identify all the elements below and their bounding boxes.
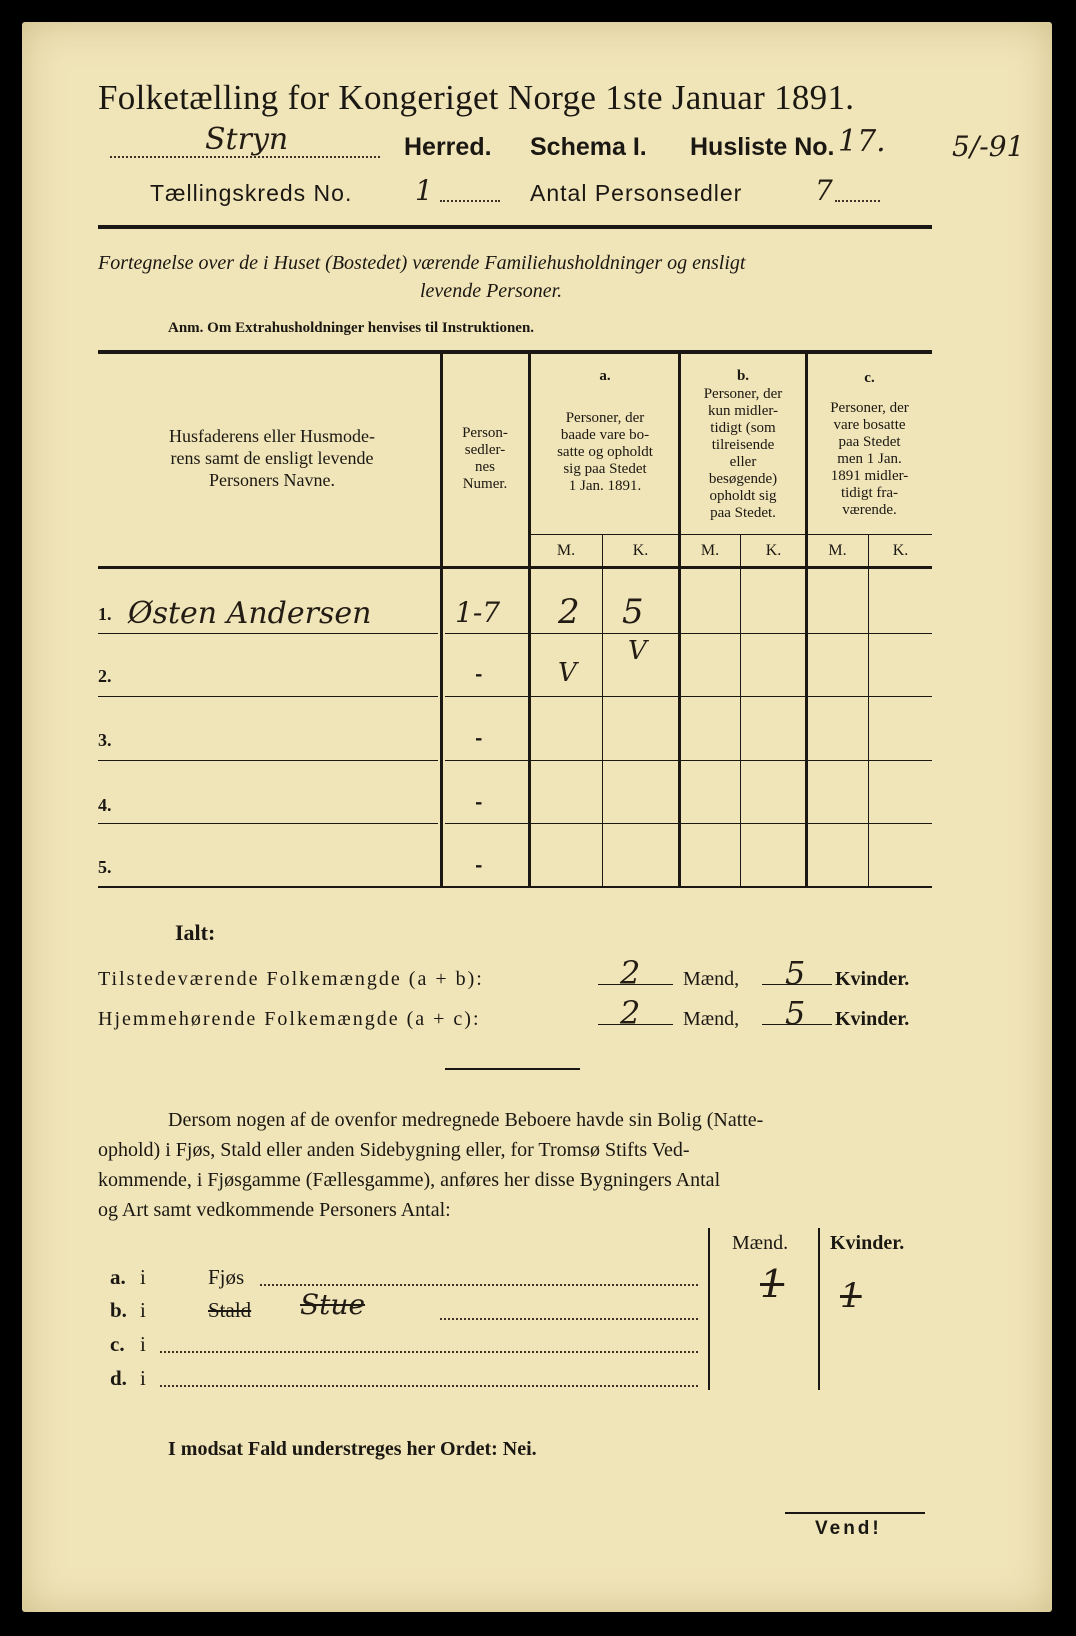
col-c-k: K. xyxy=(892,542,909,559)
buildings-divider-2 xyxy=(818,1228,820,1390)
husliste-value: 17. xyxy=(838,124,886,159)
section-divider xyxy=(445,1068,580,1070)
herred-label: Herred. xyxy=(404,133,492,161)
row-2-a-m: V xyxy=(558,658,577,688)
col-divider-b-mk xyxy=(740,534,741,886)
bldg-a-i: i xyxy=(140,1265,146,1289)
hjemme-kvinder-value: 5 xyxy=(785,994,806,1032)
hjemme-maend-label: Mænd, xyxy=(683,1008,740,1030)
hjemme-kvinder-line xyxy=(762,1024,832,1025)
row-3-persnr: - xyxy=(475,728,483,749)
ialt-label: Ialt: xyxy=(175,920,216,945)
bldg-a-dots xyxy=(260,1284,698,1286)
hjemme-kvinder-label: Kvinder. xyxy=(835,1008,910,1030)
husliste-label: Husliste No. xyxy=(690,133,835,161)
kreds-dots xyxy=(440,200,500,202)
row-2-num: 2. xyxy=(98,666,112,686)
row-line-1 xyxy=(98,633,438,634)
bldg-d-letter: d. xyxy=(110,1366,127,1390)
col-header-name: Husfaderens eller Husmode- rens samt de ensligt levende Personers Navne. xyxy=(169,426,375,490)
bldg-hw-maend: 1 xyxy=(760,1262,785,1306)
col-b-m: M. xyxy=(700,542,720,559)
tilstede-kvinder-line xyxy=(762,984,832,985)
bldg-d-dots xyxy=(160,1385,698,1387)
antal-label: Antal Personsedler xyxy=(530,180,743,206)
bldg-b-handwritten: Stue xyxy=(300,1288,366,1321)
nei-note: I modsat Fald understreges her Ordet: Nei. xyxy=(168,1438,537,1460)
header-rule xyxy=(98,225,932,229)
mk-rule xyxy=(530,534,932,535)
row-2-a-k: V xyxy=(628,636,647,666)
row-1-a-m: 2 xyxy=(558,592,580,632)
anm-note: Anm. Om Extrahusholdninger henvises til Instruktionen. xyxy=(168,320,535,336)
schema-label: Schema I. xyxy=(530,133,647,161)
col-header-c: Personer, der vare bosatte paa Stedet men 1 Jan. 1891 midler- tidigt fra- værende. xyxy=(830,400,909,518)
col-a-k: K. xyxy=(632,542,649,559)
col-c-m: M. xyxy=(828,542,847,559)
bldg-b-dots xyxy=(440,1318,698,1320)
row-line-2b xyxy=(445,696,932,697)
row-4-num: 4. xyxy=(98,795,112,815)
herred-value: Stryn xyxy=(205,122,289,157)
row-3-num: 3. xyxy=(98,730,112,750)
col-divider-a-mk xyxy=(602,534,603,886)
bldg-c-dots xyxy=(160,1351,698,1353)
row-line-3b xyxy=(445,760,932,761)
margin-note: 5/-91 xyxy=(952,130,1025,163)
col-header-a: Personer, der baade vare bo- satte og opholdt sig paa Stedet 1 Jan. 1891. xyxy=(557,410,653,494)
col-header-persnr: Person- sedler- nes Numer. xyxy=(462,425,508,492)
bldg-b-i: i xyxy=(140,1298,146,1322)
hjemme-maend-line xyxy=(598,1024,673,1025)
vend-rule xyxy=(785,1512,925,1514)
antal-value: 7 xyxy=(815,174,833,207)
herred-field xyxy=(110,122,380,158)
intro-line-1: Fortegnelse over de i Huset (Bostedet) værende Familiehusholdninger og ensligt xyxy=(98,252,746,274)
row-5-persnr: - xyxy=(475,855,483,876)
col-header-b-letter: b. xyxy=(736,368,750,384)
row-2-persnr: - xyxy=(475,664,483,685)
tilstede-kvinder-label: Kvinder. xyxy=(835,968,910,990)
row-1-persnr: 1-7 xyxy=(455,596,501,629)
col-header-a-letter: a. xyxy=(599,368,611,384)
row-line-4b xyxy=(445,823,932,824)
bldg-d-i: i xyxy=(140,1366,146,1390)
tilstede-label: Tilstedeværende Folkemængde (a + b): xyxy=(98,968,484,990)
buildings-divider-1 xyxy=(708,1228,710,1390)
buildings-paragraph: Dersom nogen af de ovenfor medregnede Beboere havde sin Bolig (Natte- ophold) i Fjøs, Stald eller anden Sidebygning eller, for Tromsø Stifts Ved- kommende, i Fjøsgamme (Fællesgamme), anføres her disse Bygningers Antal og Art samt vedkommende Personers Antal: xyxy=(98,1109,764,1221)
row-1-name: Østen Andersen xyxy=(128,596,372,631)
row-line-4 xyxy=(98,823,438,824)
col-b-k: K. xyxy=(765,542,782,559)
row-line-3 xyxy=(98,760,438,761)
row-1-a-k: 5 xyxy=(622,592,644,632)
row-5-num: 5. xyxy=(98,857,112,877)
antal-dots xyxy=(835,200,880,202)
bldg-b-letter: b. xyxy=(110,1298,127,1322)
row-line-2 xyxy=(98,696,438,697)
tilstede-kvinder-value: 5 xyxy=(785,954,806,992)
hjemme-maend-value: 2 xyxy=(620,994,641,1032)
col-a-m: M. xyxy=(556,542,576,559)
buildings-col-kvinder: Kvinder. xyxy=(830,1232,905,1254)
form-title: Folketælling for Kongeriget Norge 1ste Januar 1891. xyxy=(98,78,855,117)
tilstede-maend-label: Mænd, xyxy=(683,968,740,990)
bldg-hw-kvinder: 1 xyxy=(840,1276,862,1316)
buildings-col-maend: Mænd. xyxy=(732,1232,789,1254)
bldg-b-label: Stald xyxy=(208,1298,252,1322)
col-header-c-letter: c. xyxy=(864,370,875,386)
row-1-num: 1. xyxy=(98,604,112,624)
bldg-c-i: i xyxy=(140,1332,146,1356)
hjemme-label: Hjemmehørende Folkemængde (a + c): xyxy=(98,1008,481,1030)
kreds-value: 1 xyxy=(415,174,433,207)
bldg-a-letter: a. xyxy=(110,1265,126,1289)
kreds-label: Tællingskreds No. xyxy=(150,180,353,206)
bldg-a-label: Fjøs xyxy=(208,1265,245,1289)
col-divider-c-mk xyxy=(868,534,869,886)
tilstede-maend-line xyxy=(598,984,673,985)
intro-line-2: levende Personer. xyxy=(420,280,563,302)
row-4-persnr: - xyxy=(475,792,483,813)
tilstede-maend-value: 2 xyxy=(620,954,641,992)
col-header-b: Personer, der kun midler- tidigt (som tilreisende eller besøgende) opholdt sig paa Stedet. xyxy=(703,386,783,521)
row-line-1b xyxy=(445,633,932,634)
bldg-c-letter: c. xyxy=(110,1332,125,1356)
vend-label: Vend! xyxy=(815,1518,882,1539)
